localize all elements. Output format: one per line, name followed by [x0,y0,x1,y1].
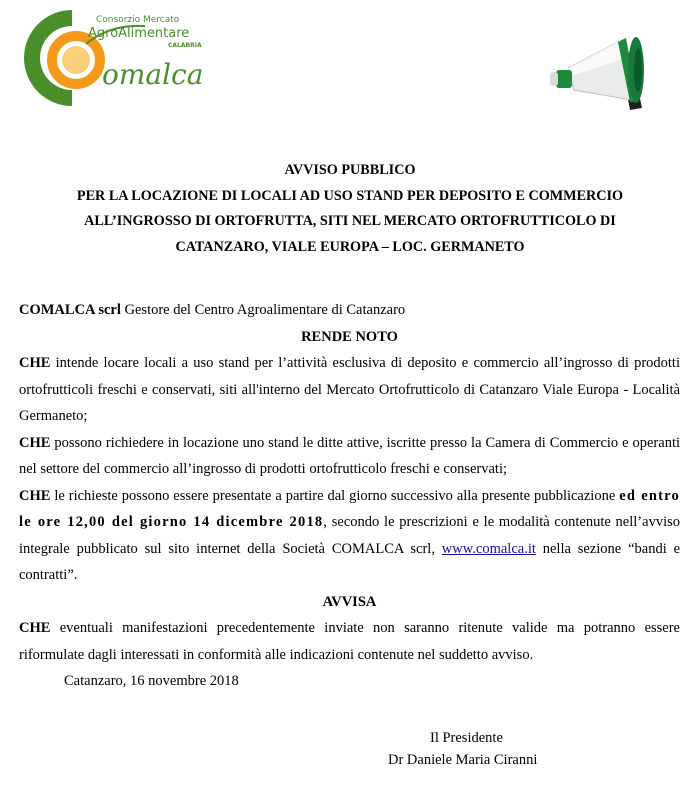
intro-text: Gestore del Centro Agroalimentare di Catanzaro [120,302,406,318]
notice-date: Catanzaro, 16 novembre 2018 [64,673,239,689]
che-paragraph-4 [19,615,680,668]
title-line-1: AVVISO PUBBLICO [284,162,416,178]
signature-name: Dr Daniele Maria Ciranni [388,752,538,768]
logo-line1: Consorzio Mercato [96,15,180,25]
intro-paragraph [19,297,680,324]
deadline-text: ed entro le ore 12,00 del giorno 14 dicembre 2018 [19,487,681,530]
rende-noto-heading: RENDE NOTO [301,328,398,345]
che-lead: CHE [19,355,51,371]
intro-org: COMALCA scrl [19,302,121,318]
comalca-logo [10,4,235,112]
che-text: intende locare locali a uso stand per l’attività esclusiva di deposito e commercio all’ingrosso di prodotti ortofrutticoli freschi e conservati, siti all'interno del Mercato Ortofrutticolo di Catanzaro Viale Europa - Località Germaneto; [19,355,680,424]
che-lead: CHE [19,434,51,451]
che-text: le richieste possono essere presentate a partire dal giorno successivo alla presente pubblicazione [50,487,620,504]
che-lead: CHE [19,620,51,636]
che-text-end: nella sezione “bandi e contratti”. [19,540,680,583]
signature-role: Il Presidente [430,730,503,746]
notice-body [19,297,680,695]
title-line-3: ALL’INGROSSO DI ORTOFRUTTA, SITI NEL MERCATO ORTOFRUTTICOLO DI [84,213,616,229]
notice-title [0,158,700,260]
title-line-2: PER LA LOCAZIONE DI LOCALI AD USO STAND PER DEPOSITO E COMMERCIO [76,187,624,204]
title-line-4: CATANZARO, VIALE EUROPA – LOC. GERMANETO [175,238,525,255]
che-lead: CHE [19,487,51,504]
che-text-cont: , secondo le prescrizioni e le modalità contenute nell’avviso integrale pubblicato sul sito internet della Società COMALCA scrl, [19,514,680,557]
che-text: possono richiedere in locazione uno stand le ditte attive, iscritte presso la Camera di Commercio e operanti nel settore del commercio all’ingrosso di prodotti ortofrutticolo freschi e conservati; [19,434,680,477]
che-paragraph-2 [19,430,680,483]
che-text: eventuali manifestazioni precedentemente inviate non saranno ritenute valide ma potranno essere riformulate dagli interessati in conformità alle indicazioni contenute nel suddetto avviso. [19,620,680,663]
logo-brand: omalca [102,58,204,91]
avvisa-heading: AVVISA [322,593,377,610]
website-link[interactable]: www.comalca.it [441,540,536,557]
logo-line3: CALABRIA [168,42,202,49]
che-paragraph-1 [19,350,680,430]
che-paragraph-3 [19,483,680,589]
megaphone-icon [540,28,670,123]
logo-line2: AgroAlimentare [88,26,190,41]
